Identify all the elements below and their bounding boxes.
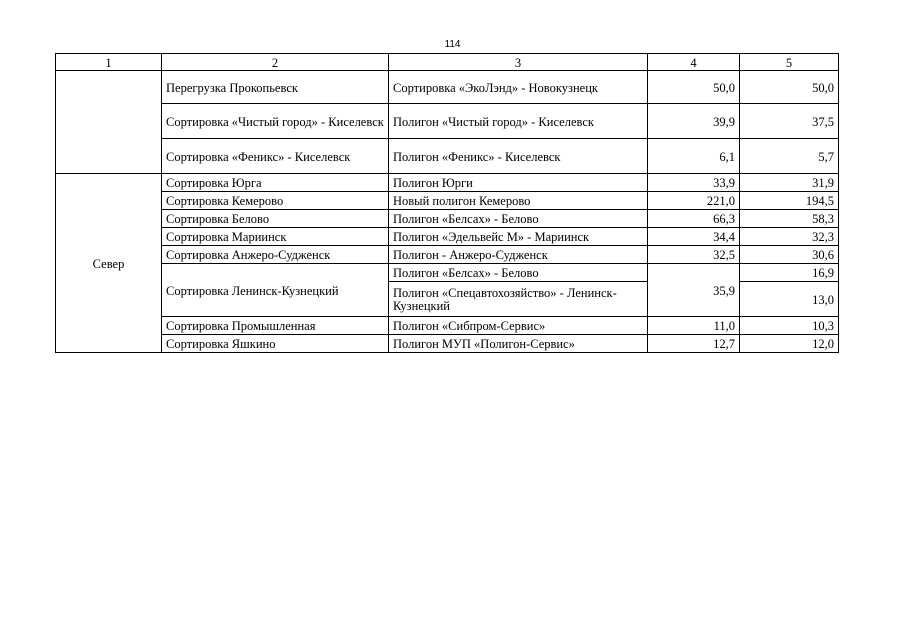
header-col-3: 3 — [389, 54, 648, 71]
table-row — [56, 264, 839, 282]
table-row — [56, 174, 839, 192]
source-cell: Сортировка Анжеро-Судженск — [162, 246, 389, 264]
col4-cell: 6,1 — [648, 139, 740, 174]
col4-cell: 35,9 — [648, 264, 740, 317]
source-cell: Сортировка «Чистый город» - Киселевск — [162, 104, 389, 139]
source-cell: Перегрузка Прокопьевск — [162, 71, 389, 104]
destination-cell: Полигон «Белсах» - Белово — [389, 264, 648, 282]
col5-cell: 12,0 — [740, 335, 839, 353]
col5-cell: 194,5 — [740, 192, 839, 210]
col5-cell: 31,9 — [740, 174, 839, 192]
col5-cell: 37,5 — [740, 104, 839, 139]
col5-cell: 16,9 — [740, 264, 839, 282]
col4-cell: 221,0 — [648, 192, 740, 210]
table-row — [56, 71, 839, 104]
col5-cell: 13,0 — [740, 282, 839, 317]
source-cell: Сортировка Кемерово — [162, 192, 389, 210]
source-cell: Сортировка Промышленная — [162, 317, 389, 335]
header-col-5: 5 — [740, 54, 839, 71]
destination-cell: Полигон «Чистый город» - Киселевск — [389, 104, 648, 139]
col4-cell: 66,3 — [648, 210, 740, 228]
header-row — [56, 54, 839, 71]
destination-cell: Полигон «Сибпром-Сервис» — [389, 317, 648, 335]
table-row — [56, 210, 839, 228]
col4-cell: 34,4 — [648, 228, 740, 246]
table-row — [56, 317, 839, 335]
destination-cell: Полигон «Феникс» - Киселевск — [389, 139, 648, 174]
source-cell: Сортировка Юрга — [162, 174, 389, 192]
col4-cell: 50,0 — [648, 71, 740, 104]
destination-cell: Полигон МУП «Полигон-Сервис» — [389, 335, 648, 353]
region-cell — [56, 71, 162, 174]
table-row — [56, 139, 839, 174]
table-row — [56, 228, 839, 246]
col5-cell: 10,3 — [740, 317, 839, 335]
col4-cell: 12,7 — [648, 335, 740, 353]
header-col-2: 2 — [162, 54, 389, 71]
table-row — [56, 192, 839, 210]
table-row — [56, 104, 839, 139]
col4-cell: 32,5 — [648, 246, 740, 264]
col5-cell: 30,6 — [740, 246, 839, 264]
page-number: 114 — [444, 39, 461, 50]
col5-cell: 58,3 — [740, 210, 839, 228]
col4-cell: 11,0 — [648, 317, 740, 335]
col4-cell: 39,9 — [648, 104, 740, 139]
destination-cell: Полигон «Белсах» - Белово — [389, 210, 648, 228]
col4-cell: 33,9 — [648, 174, 740, 192]
destination-cell: Сортировка «ЭкоЛэнд» - Новокузнецк — [389, 71, 648, 104]
header-col-1: 1 — [56, 54, 162, 71]
col5-cell: 5,7 — [740, 139, 839, 174]
source-cell: Сортировка Белово — [162, 210, 389, 228]
source-cell: Сортировка Ленинск-Кузнецкий — [162, 264, 389, 317]
source-cell: Сортировка «Феникс» - Киселевск — [162, 139, 389, 174]
destination-cell: Полигон «Спецавтохозяйство» - Ленинск-Кузнецкий — [389, 282, 648, 317]
source-cell: Сортировка Яшкино — [162, 335, 389, 353]
header-col-4: 4 — [648, 54, 740, 71]
col5-cell: 50,0 — [740, 71, 839, 104]
region-cell: Север — [56, 174, 162, 353]
destination-cell: Полигон Юрги — [389, 174, 648, 192]
data-table — [55, 53, 839, 353]
destination-cell: Полигон «Эдельвейс М» - Мариинск — [389, 228, 648, 246]
source-cell: Сортировка Мариинск — [162, 228, 389, 246]
col5-cell: 32,3 — [740, 228, 839, 246]
table-row — [56, 335, 839, 353]
destination-cell: Новый полигон Кемерово — [389, 192, 648, 210]
destination-cell: Полигон - Анжеро-Судженск — [389, 246, 648, 264]
table-row — [56, 246, 839, 264]
